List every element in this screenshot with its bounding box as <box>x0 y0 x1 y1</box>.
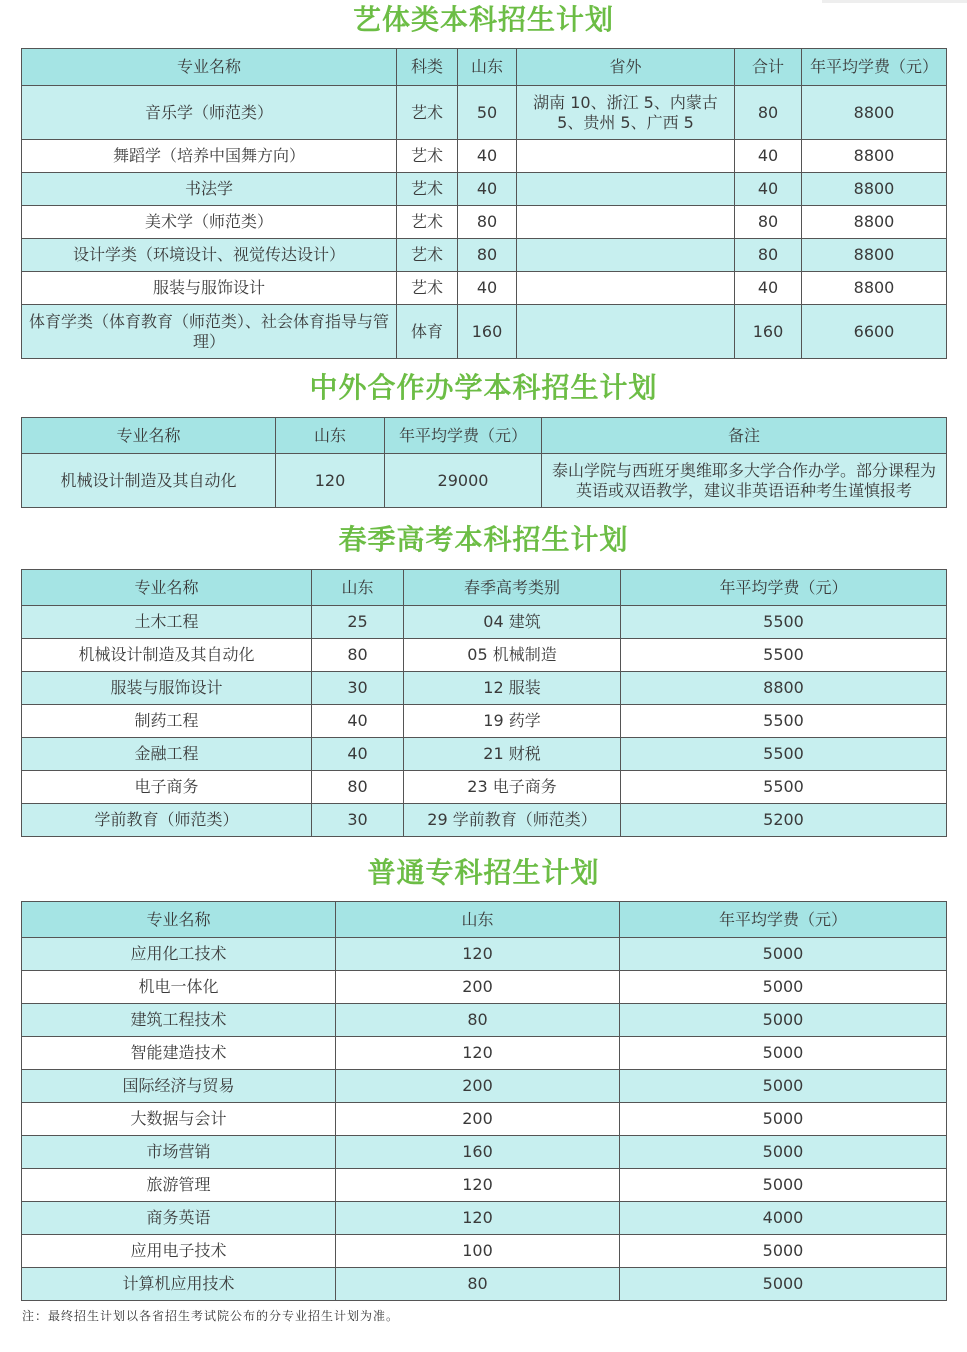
table-cell: 建筑工程技术 <box>22 1004 336 1037</box>
table-cell <box>517 239 735 272</box>
table-cell: 6600 <box>802 305 947 359</box>
table-cell: 40 <box>735 272 802 305</box>
table-cell: 商务英语 <box>22 1202 336 1235</box>
table-cell: 湖南 10、浙江 5、内蒙古 5、贵州 5、广西 5 <box>517 86 735 140</box>
table-cell: 艺术 <box>397 140 458 173</box>
table-cell: 04 建筑 <box>404 606 621 639</box>
table-row <box>22 771 947 804</box>
table-cell <box>517 272 735 305</box>
table-cell: 5500 <box>621 738 947 771</box>
table-row <box>22 272 947 305</box>
table-cell: 29000 <box>385 454 542 508</box>
table-row <box>22 938 947 971</box>
table-cell: 8800 <box>802 239 947 272</box>
table-cell: 市场营销 <box>22 1136 336 1169</box>
table-cell: 05 机械制造 <box>404 639 621 672</box>
table-row <box>22 738 947 771</box>
table-cell: 学前教育（师范类） <box>22 804 312 837</box>
footnote: 注：最终招生计划以各省招生考试院公布的分专业招生计划为准。 <box>22 1309 400 1323</box>
table-cell: 体育 <box>397 305 458 359</box>
table-cell: 200 <box>336 971 620 1004</box>
table-cell: 8800 <box>802 206 947 239</box>
table-cell: 机电一体化 <box>22 971 336 1004</box>
table-cell: 艺术 <box>397 239 458 272</box>
header-cell: 山东 <box>336 902 620 938</box>
table-cell: 80 <box>458 206 517 239</box>
table-cell: 国际经济与贸易 <box>22 1070 336 1103</box>
table-header-row <box>22 49 947 86</box>
table-cell: 5500 <box>621 606 947 639</box>
table-cell: 土木工程 <box>22 606 312 639</box>
table-cell: 8800 <box>802 140 947 173</box>
table-cell: 5000 <box>620 1268 947 1301</box>
table-cell: 40 <box>458 140 517 173</box>
table-cell: 5500 <box>621 639 947 672</box>
header-cell: 专业名称 <box>22 418 276 454</box>
header-cell: 专业名称 <box>22 570 312 606</box>
header-cell: 山东 <box>312 570 404 606</box>
table-cell: 80 <box>735 239 802 272</box>
table-cell: 8800 <box>802 272 947 305</box>
table-row <box>22 1004 947 1037</box>
table-cell: 40 <box>735 173 802 206</box>
table-cell: 5200 <box>621 804 947 837</box>
table-cell: 120 <box>336 1037 620 1070</box>
table-cell: 5000 <box>620 1103 947 1136</box>
header-cell: 年平均学费（元） <box>620 902 947 938</box>
table-cell: 计算机应用技术 <box>22 1268 336 1301</box>
table-cell: 金融工程 <box>22 738 312 771</box>
header-cell: 专业名称 <box>22 49 397 86</box>
table-cell: 泰山学院与西班牙奥维耶多大学合作办学。部分课程为英语或双语教学，建议非英语语种考生谨慎报考 <box>542 454 947 508</box>
table-row <box>22 305 947 359</box>
table-row <box>22 86 947 140</box>
table-cell: 50 <box>458 86 517 140</box>
spring-plan-title: 春季高考本科招生计划 <box>338 523 629 556</box>
table-cell: 120 <box>336 1202 620 1235</box>
table-cell: 40 <box>312 738 404 771</box>
table-cell: 80 <box>735 86 802 140</box>
table-cell: 设计学类（环境设计、视觉传达设计） <box>22 239 397 272</box>
table-cell: 应用化工技术 <box>22 938 336 971</box>
art-plan-table <box>21 48 947 359</box>
table-cell: 服装与服饰设计 <box>22 672 312 705</box>
table-cell: 体育学类（体育教育（师范类）、社会体育指导与管理） <box>22 305 397 359</box>
table-row <box>22 1202 947 1235</box>
table-cell: 21 财税 <box>404 738 621 771</box>
table-cell: 80 <box>458 239 517 272</box>
table-row <box>22 606 947 639</box>
header-cell: 年平均学费（元） <box>385 418 542 454</box>
table-cell: 应用电子技术 <box>22 1235 336 1268</box>
table-cell: 5000 <box>620 938 947 971</box>
table-cell: 100 <box>336 1235 620 1268</box>
table-header-row <box>22 570 947 606</box>
header-cell: 山东 <box>276 418 385 454</box>
table-cell: 160 <box>336 1136 620 1169</box>
table-cell: 23 电子商务 <box>404 771 621 804</box>
table-row <box>22 206 947 239</box>
table-header-row <box>22 902 947 938</box>
table-row <box>22 971 947 1004</box>
table-cell: 旅游管理 <box>22 1169 336 1202</box>
table-cell: 艺术 <box>397 86 458 140</box>
table-cell: 8800 <box>621 672 947 705</box>
table-cell: 30 <box>312 804 404 837</box>
table-cell <box>517 206 735 239</box>
table-cell: 大数据与会计 <box>22 1103 336 1136</box>
table-row <box>22 1103 947 1136</box>
coop-plan-title: 中外合作办学本科招生计划 <box>309 371 658 404</box>
table-cell: 40 <box>735 140 802 173</box>
header-cell: 省外 <box>517 49 735 86</box>
table-cell: 5500 <box>621 771 947 804</box>
table-cell <box>517 305 735 359</box>
table-cell: 120 <box>276 454 385 508</box>
table-cell: 12 服装 <box>404 672 621 705</box>
table-cell: 120 <box>336 938 620 971</box>
table-cell: 80 <box>336 1004 620 1037</box>
table-row <box>22 1169 947 1202</box>
table-row <box>22 672 947 705</box>
table-cell: 8800 <box>802 86 947 140</box>
table-row <box>22 1037 947 1070</box>
table-cell <box>517 173 735 206</box>
table-cell: 5000 <box>620 1070 947 1103</box>
table-cell: 机械设计制造及其自动化 <box>22 454 276 508</box>
table-row <box>22 1136 947 1169</box>
table-row <box>22 639 947 672</box>
table-cell: 艺术 <box>397 173 458 206</box>
table-row <box>22 454 947 508</box>
table-cell: 制药工程 <box>22 705 312 738</box>
art-plan-title: 艺体类本科招生计划 <box>352 3 614 36</box>
table-cell: 4000 <box>620 1202 947 1235</box>
header-cell: 科类 <box>397 49 458 86</box>
table-cell <box>517 140 735 173</box>
table-cell: 80 <box>312 639 404 672</box>
table-cell: 200 <box>336 1103 620 1136</box>
table-cell: 120 <box>336 1169 620 1202</box>
table-header-row <box>22 418 947 454</box>
table-cell: 19 药学 <box>404 705 621 738</box>
table-row <box>22 140 947 173</box>
table-row <box>22 705 947 738</box>
table-cell: 电子商务 <box>22 771 312 804</box>
table-cell: 舞蹈学（培养中国舞方向） <box>22 140 397 173</box>
table-cell: 5000 <box>620 971 947 1004</box>
table-row <box>22 173 947 206</box>
table-cell: 5000 <box>620 1004 947 1037</box>
vocational-plan-title: 普通专科招生计划 <box>367 856 600 889</box>
table-cell: 5000 <box>620 1169 947 1202</box>
spring-plan-table <box>21 569 947 837</box>
header-cell: 山东 <box>458 49 517 86</box>
table-cell: 艺术 <box>397 272 458 305</box>
table-cell: 5000 <box>620 1037 947 1070</box>
table-row <box>22 1235 947 1268</box>
table-cell: 音乐学（师范类） <box>22 86 397 140</box>
table-row <box>22 1268 947 1301</box>
table-cell: 机械设计制造及其自动化 <box>22 639 312 672</box>
table-cell: 80 <box>735 206 802 239</box>
table-cell: 艺术 <box>397 206 458 239</box>
table-cell: 160 <box>735 305 802 359</box>
header-cell: 备注 <box>542 418 947 454</box>
table-cell: 40 <box>458 173 517 206</box>
table-cell: 5000 <box>620 1136 947 1169</box>
table-cell: 美术学（师范类） <box>22 206 397 239</box>
table-row <box>22 1070 947 1103</box>
vocational-plan-table <box>21 901 947 1301</box>
table-cell: 30 <box>312 672 404 705</box>
table-cell: 25 <box>312 606 404 639</box>
table-cell: 80 <box>336 1268 620 1301</box>
header-cell: 年平均学费（元） <box>802 49 947 86</box>
coop-plan-table <box>21 417 947 508</box>
table-cell: 8800 <box>802 173 947 206</box>
table-cell: 智能建造技术 <box>22 1037 336 1070</box>
table-row <box>22 239 947 272</box>
table-cell: 5000 <box>620 1235 947 1268</box>
table-cell: 160 <box>458 305 517 359</box>
table-cell: 80 <box>312 771 404 804</box>
table-cell: 40 <box>312 705 404 738</box>
table-cell: 29 学前教育（师范类） <box>404 804 621 837</box>
table-cell: 200 <box>336 1070 620 1103</box>
table-cell: 40 <box>458 272 517 305</box>
header-cell: 合计 <box>735 49 802 86</box>
table-cell: 5500 <box>621 705 947 738</box>
header-cell: 年平均学费（元） <box>621 570 947 606</box>
table-cell: 书法学 <box>22 173 397 206</box>
table-cell: 服装与服饰设计 <box>22 272 397 305</box>
header-cell: 专业名称 <box>22 902 336 938</box>
table-row <box>22 804 947 837</box>
header-cell: 春季高考类别 <box>404 570 621 606</box>
